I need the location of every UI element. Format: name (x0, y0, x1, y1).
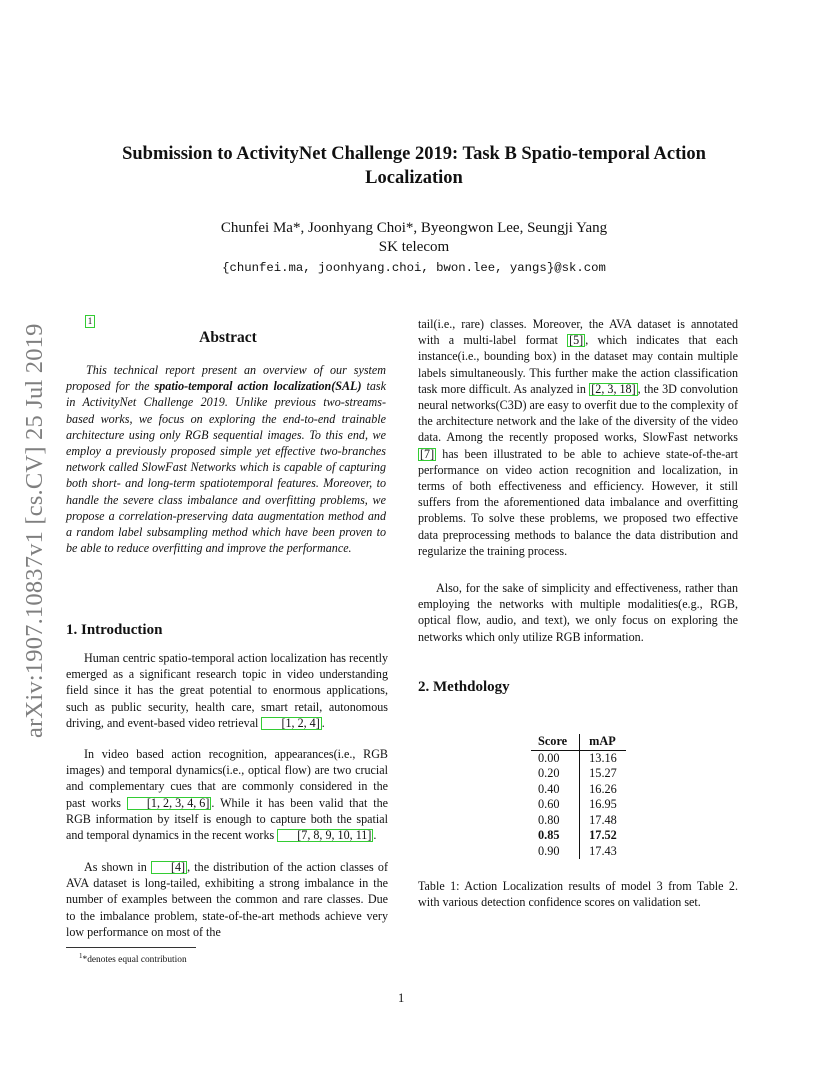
score-cell: 0.40 (531, 782, 580, 798)
score-cell: 0.20 (531, 766, 580, 782)
table-header-map: mAP (580, 734, 626, 750)
citation-link[interactable]: [1, 2, 3, 4, 6] (127, 797, 211, 810)
footnote (79, 952, 187, 965)
author-emails: {chunfei.ma, joonhyang.choi, bwon.lee, yangs}@sk.com (222, 261, 606, 275)
section-heading-methodology: 2. Methdology (418, 679, 510, 695)
table-row (531, 813, 626, 829)
paragraph-text: , which indicates that each instance(i.e., bounding box) in the dataset may contain multiple labels simultaneously. This further make the action classification task more difficult. As analyzed in (418, 333, 738, 396)
paragraph-text: , the distribution of the action classes of AVA dataset is long-tailed, exhibiting a strong imbalance in the number of examples between the common and rare classes. Due to the imbalance problem, state-of-the-art methods achieve very low performance on most of the (66, 860, 388, 939)
table-header-score: Score (531, 734, 580, 750)
map-cell: 16.95 (589, 797, 617, 811)
paragraph-text: In video based action recognition, appearances(i.e., RGB images) and temporal dynamics(i.e., optical flow) are two crucial and complementary cues that are commonly considered in the past works (66, 747, 388, 810)
footnote-link[interactable]: 1 (85, 315, 95, 328)
paragraph-text: , the 3D convolution neural networks(C3D) are easy to overfit due to the complexity of the architecture network and the lake of the diversity of the video data. Among the recently proposed works, SlowFast networks (418, 381, 738, 445)
score-cell: 0.80 (531, 813, 580, 829)
abstract-heading: Abstract (199, 329, 257, 346)
score-cell: 0.90 (531, 844, 580, 860)
score-cell: 0.60 (531, 797, 580, 813)
intro-paragraph-2 (66, 746, 388, 843)
intro-paragraph-4: Also, for the sake of simplicity and effectiveness, rather than employing the networks with multiple modalities(e.g., RGB, optical flow, audio, and text), we only focus on exploring the networks which only utilize RGB information. (418, 581, 738, 644)
table-row (531, 766, 626, 782)
abstract-part: This technical report present an overview of our system proposed for the (66, 363, 386, 394)
intro-paragraph-continued (418, 316, 738, 559)
author-list: Chunfei Ma*, Joonhyang Choi*, Byeongwon Lee, Seungji Yang (220, 220, 608, 236)
paragraph-text: As shown in (84, 860, 151, 874)
citation-link[interactable]: [7] (420, 446, 435, 461)
abstract-part: task in ActivityNet Challenge 2019. Unlike previous two-streams-based works, we focus on exploring the end-to-end trainable architecture using only RGB sequential images. To this end, we employ a previously proposed simple yet effective two-branches network called SlowFast Networks which is capable of capturing both short- and long-term spatiotemporal features. Moreover, to handle the severe class imbalance and overfitting problems, we propose a correlation-preserving data augmentation method and a random label subsampling method which have been proven to be able to reduce overfitting and improve the performance. (66, 379, 386, 556)
paragraph-text: . While it has been valid that the RGB information by itself is enough to capture both the spatial and temporal dynamics in the recent works (66, 795, 389, 843)
score-cell: 0.00 (531, 750, 580, 766)
footnote-divider (66, 947, 196, 948)
arxiv-stamp: arXiv:1907.10837v1 [cs.CV] 25 Jul 2019 (21, 323, 48, 738)
map-cell: 17.43 (589, 843, 617, 858)
footnote-text: *denotes equal contribution (82, 955, 187, 966)
table-row (531, 782, 626, 798)
paragraph-text: tail(i.e., rare) classes. Moreover, the AVA dataset is annotated with a multi-label format (418, 317, 738, 348)
intro-paragraph-1 (66, 650, 388, 731)
paragraph-text: Human centric spatio-temporal action localization has recently emerged as a significant research topic in video understanding field since it has the great potential to enormous applications, such as public security, health care, smart retail, autonomous driving, and event-based video retrieval (66, 651, 388, 730)
affiliation: SK telecom (378, 239, 450, 255)
map-cell: 13.16 (589, 750, 617, 765)
map-cell: 17.52 (589, 828, 617, 842)
footnote-mark: 1 (79, 952, 83, 960)
page-number: 1 (398, 991, 405, 1005)
table-row (531, 844, 626, 860)
abstract-emphasis: spatio-temporal action localization(SAL) (154, 379, 362, 394)
intro-paragraph-3 (66, 859, 388, 940)
score-cell: 0.85 (531, 828, 580, 844)
table-row (531, 828, 626, 844)
paragraph-text: . (321, 715, 325, 730)
section-heading-introduction: 1. Introduction (66, 622, 163, 638)
paragraph-text: . (373, 828, 377, 843)
abstract-text (66, 362, 386, 556)
map-cell: 17.48 (589, 812, 617, 827)
citation-link[interactable]: [7, 8, 9, 10, 11] (277, 829, 373, 842)
citation-link[interactable]: [5] (569, 333, 584, 348)
table-row (531, 750, 626, 766)
paragraph-text: has been illustrated to be able to achieve state-of-the-art performance on video action recognition and localization, in terms of both effectiveness and efficiency. However, it still suffers from the aforementioned data imbalance and overfitting problems. To solve these problems, we proposed two effective data preprocessing methods to balance the data distribution and regularize the training process. (418, 446, 738, 558)
citation-link[interactable]: [1, 2, 4] (261, 717, 321, 730)
citation-link[interactable]: [4] (151, 861, 187, 874)
results-table (531, 734, 626, 859)
map-cell: 15.27 (589, 766, 617, 780)
table-header-row (531, 734, 626, 750)
map-cell: 16.26 (589, 781, 617, 796)
table-caption: Table 1: Action Localization results of model 3 from Table 2. with various detection confidence scores on validation set. (418, 879, 738, 910)
citation-link[interactable]: [2, 3, 18] (591, 381, 636, 396)
paper-title: Submission to ActivityNet Challenge 2019: Task B Spatio-temporal Action Localization (122, 144, 706, 188)
table-row (531, 797, 626, 813)
